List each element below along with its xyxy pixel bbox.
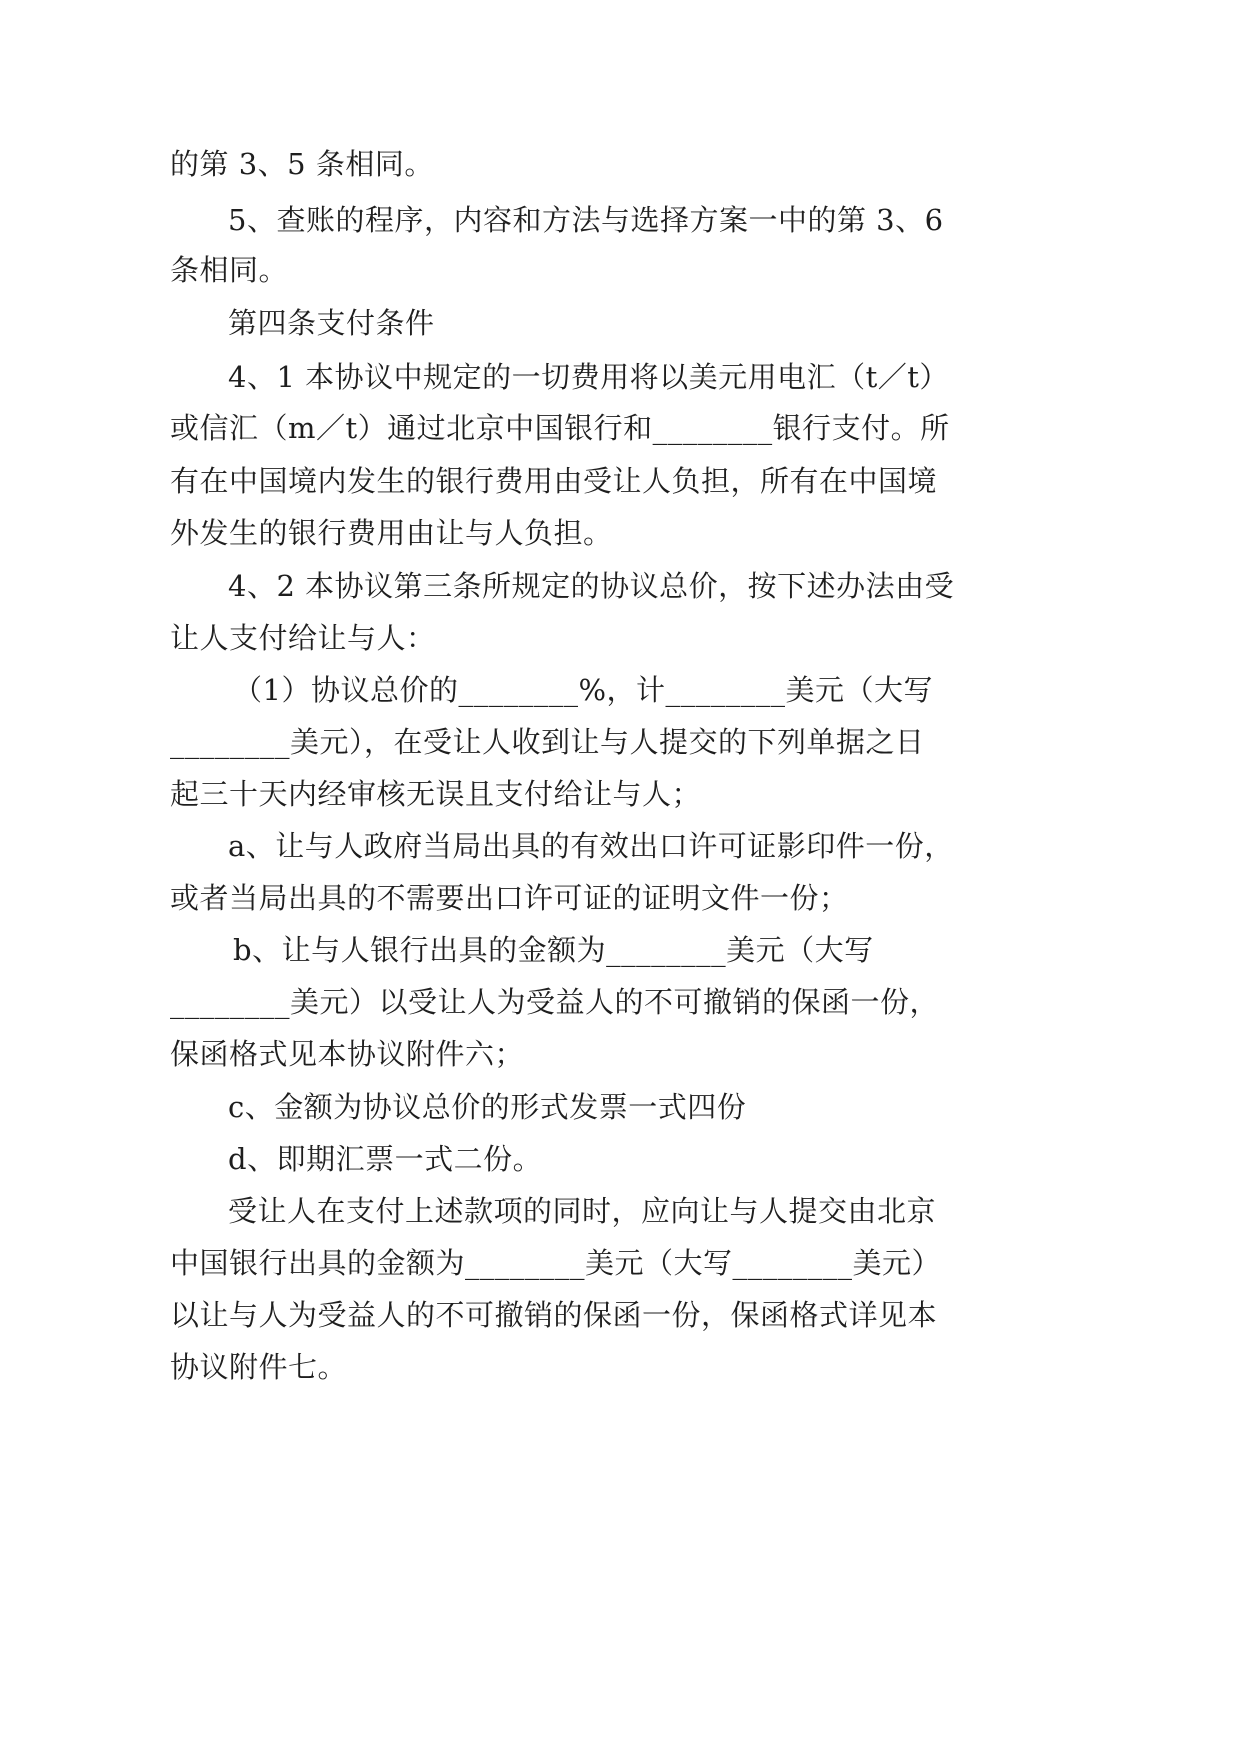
text-line: 让人支付给让与人： bbox=[170, 621, 436, 655]
text-line: c、金额为协议总价的形式发票一式四份 bbox=[228, 1090, 747, 1124]
text-line: 受让人在支付上述款项的同时，应向让与人提交由北京 bbox=[228, 1194, 937, 1228]
text-line: 起三十天内经审核无误且支付给让与人； bbox=[170, 777, 702, 811]
text-line: 外发生的银行费用由让与人负担。 bbox=[170, 516, 613, 550]
text-line: ________美元），在受让人收到让与人提交的下列单据之日 bbox=[170, 725, 925, 759]
text-line: 保函格式见本协议附件六； bbox=[170, 1037, 525, 1071]
text-line: 以让与人为受益人的不可撤销的保函一份，保函格式详见本 bbox=[170, 1298, 938, 1332]
text-line: d、即期汇票一式二份。 bbox=[228, 1142, 543, 1176]
text-line: ________美元）以受让人为受益人的不可撤销的保函一份， bbox=[170, 985, 940, 1019]
text-line: 4、1 本协议中规定的一切费用将以美元用电汇（t／t） bbox=[228, 360, 949, 394]
text-line: 或者当局出具的不需要出口许可证的证明文件一份； bbox=[170, 881, 849, 915]
text-line: 4、2 本协议第三条所规定的协议总价，按下述办法由受 bbox=[228, 569, 955, 603]
text-line: 中国银行出具的金额为________美元（大写________美元） bbox=[170, 1246, 942, 1280]
text-line: b、让与人银行出具的金额为________美元（大写 bbox=[233, 933, 874, 967]
text-line: 协议附件七。 bbox=[170, 1350, 348, 1384]
text-line: （1）协议总价的________%，计________美元（大写 bbox=[233, 673, 934, 707]
text-line: 有在中国境内发生的银行费用由受让人负担，所有在中国境 bbox=[170, 464, 938, 498]
text-line: 或信汇（m／t）通过北京中国银行和________银行支付。所 bbox=[170, 411, 950, 445]
section-heading: 第四条支付条件 bbox=[228, 306, 435, 340]
text-line: 5、查账的程序，内容和方法与选择方案一中的第 3、6 bbox=[228, 203, 944, 237]
text-line: 的第 3、5 条相同。 bbox=[170, 147, 434, 181]
text-line: a、让与人政府当局出具的有效出口许可证影印件一份， bbox=[228, 829, 954, 863]
text-line: 条相同。 bbox=[170, 253, 289, 287]
